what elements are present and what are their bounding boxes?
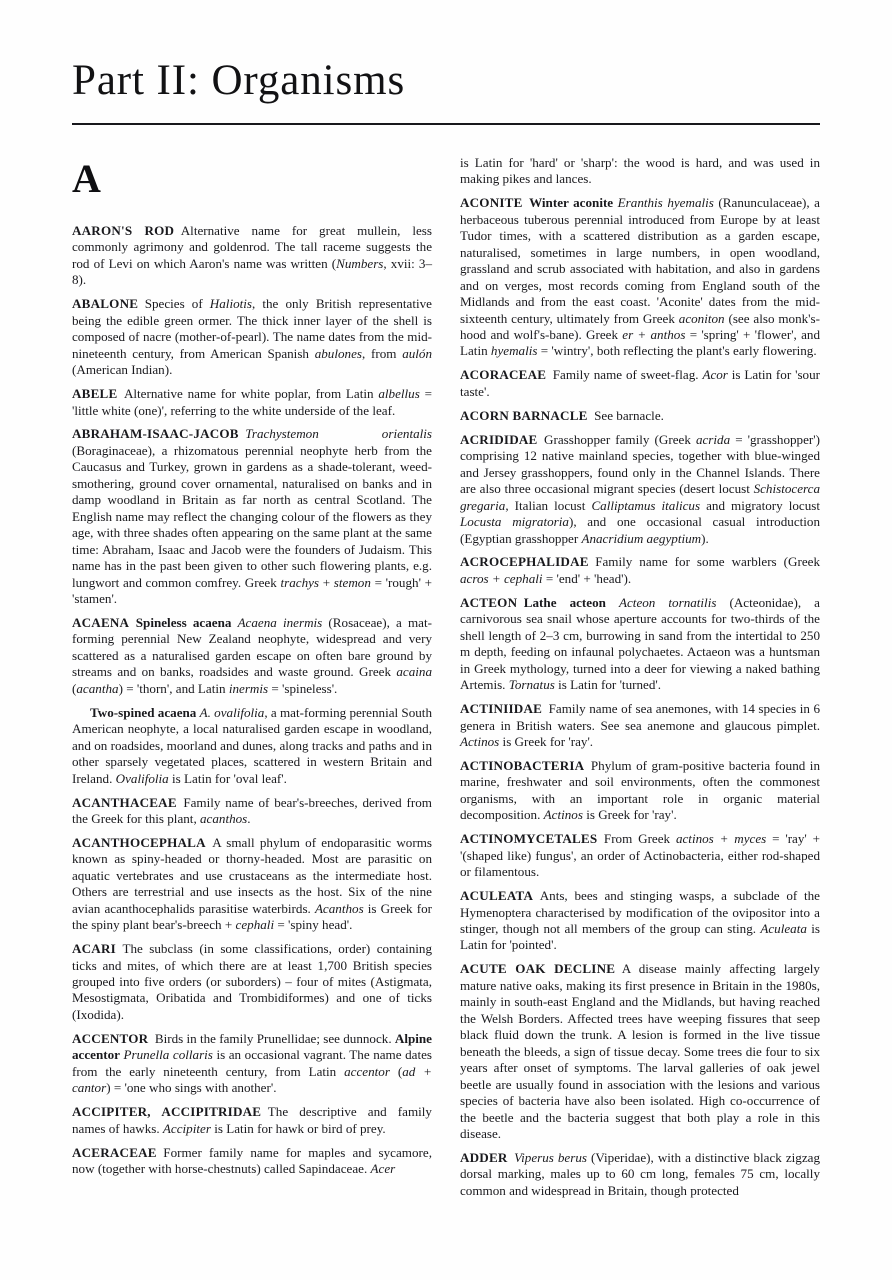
entry-body: . xyxy=(247,810,251,826)
entry-italic: Acaena inermis xyxy=(237,614,323,630)
entry-body: Alternative name for great mullein, less commonly agrimony and goldenrod. The tall raceme suggests the rod of Levi on which Aaron's name was written ( xyxy=(72,223,432,271)
entry-headword: ACTINOBACTERIA xyxy=(460,757,585,773)
entry-italic: Haliotis xyxy=(209,296,252,312)
entry-body: is Latin for 'oval leaf'. xyxy=(168,770,287,786)
entry-body: , Italian locust xyxy=(505,497,592,513)
entry-headword: ABALONE xyxy=(72,296,139,312)
entry-italic: actinos + myces xyxy=(675,831,767,847)
entry-body: (Ranunculaceae), a herbaceous tuberous perennial introduced from Europe by at least Tudor times, with a scattered distribution as a garden escape, naturalised, sometimes in large numbers, in open woodland, grassland and scrub associated with habitation, and also in gardens and on verges, most records coming from England south of the Midlands and from the east coast. 'Aconite' dates from the mid-sixteenth century, ultimately from Greek xyxy=(460,195,820,326)
entry-body: = 'ray' + '(shaped like) fungus', an order of Actinobacteria, either rod-shaped or filamentous. xyxy=(460,831,820,880)
entry-headword: ACULEATA xyxy=(460,888,534,904)
dictionary-entry xyxy=(72,615,432,697)
entry-body: See barnacle. xyxy=(594,407,664,423)
entry-body: Family name of sweet-flag. xyxy=(552,367,703,383)
entry-body: Former family name for maples and sycamore, now (together with horse-chestnuts) called Sapindaceae. xyxy=(72,1144,432,1177)
entry-body: (Boraginaceae), a rhizomatous perennial neophyte herb from the Caucasus and Turkey, grown in gardens as a shade-tolerant, weed-smothering, ground cover ornamental, naturalised on banks and in damp woodland in Britain as far north as central Scotland. The English name may reflect the changing colour of the flowers as they age, with three shades often appearing on the same plant at the same time: Abraham, Isaac and Jacob were the founders of Judaism. This name has in the past been given to other such flowering plants, e.g. lungwort and common comfrey. Greek xyxy=(72,442,432,590)
entry-italic: Actinos xyxy=(543,807,583,823)
entry-body: is Greek for 'ray'. xyxy=(499,734,594,749)
entry-italic: aconiton xyxy=(678,310,725,326)
entry-headword: ACROCEPHALIDAE xyxy=(460,554,589,570)
entry-italic: Trachystemon orientalis xyxy=(245,426,432,442)
page-content-area xyxy=(72,0,820,1280)
entry-headword: ACTINIIDAE xyxy=(460,701,543,717)
dictionary-entry xyxy=(460,195,820,360)
entry-body: Alternative name for white poplar, from Latin xyxy=(123,386,379,402)
entry-headword: ADDER xyxy=(460,1149,508,1165)
entry-italic: Anacridium aegyptium xyxy=(581,530,702,546)
dictionary-subentry xyxy=(72,705,432,787)
entry-body: is Latin for 'pointed'. xyxy=(460,921,820,953)
entry-body: (Rosaceae), a mat-forming perennial New Zealand neophyte, widespread and very scattered as a naturalised garden escape on often bare ground by streams and on banks, roadsides and waste ground. Greek xyxy=(72,614,432,680)
entry-body: (Acteonidae), a carnivorous sea snail whose aperture accounts for two-thirds of the shell length of 2–3 cm, burrowing in sand from the intertidal to 250 m depth, feeding on infaunal polychaetes. Actaeon was a huntsman in Greek mythology, turned into a deer for viewing a naked bathing Artemis. xyxy=(460,594,820,693)
entry-italic: acantha xyxy=(76,680,119,696)
dictionary-entry xyxy=(72,296,432,378)
entry-body: Ants, bees and stinging wasps, a subclade of the Hymenoptera characterised by modification of the ovipositor into a stinger, though not all members of the group can sting. xyxy=(460,888,820,937)
entry-italic: er + anthos xyxy=(622,327,686,343)
dictionary-entry xyxy=(72,795,432,828)
entry-italic: Acer xyxy=(370,1161,396,1177)
entry-body: = 'little white (one)', referring to the white underside of the leaf. xyxy=(72,386,432,418)
right-column xyxy=(460,155,820,1245)
dictionary-entry xyxy=(72,1031,432,1097)
entry-body: = 'rough' + 'stamen'. xyxy=(72,574,433,607)
entry-body: (American Indian). xyxy=(72,362,173,378)
entry-body: Family name for some warblers (Greek xyxy=(595,554,820,570)
entry-headword: ACARI xyxy=(72,941,116,957)
entry-body: is Latin for 'sour taste'. xyxy=(460,367,820,399)
entry-italic: acros + cephali xyxy=(460,570,543,586)
entry-headword: ACUTE OAK DECLINE xyxy=(460,961,616,977)
entry-italic: albellus xyxy=(378,386,420,402)
entry-italic: accentor xyxy=(344,1063,390,1079)
title-divider xyxy=(72,123,820,125)
entry-italic: Aculeata xyxy=(760,921,807,937)
dictionary-entry xyxy=(460,758,820,824)
entry-italic: cephali xyxy=(235,917,275,933)
entry-italic: Locusta migratoria xyxy=(460,514,569,530)
entry-body: ). xyxy=(701,530,709,546)
entry-body: Grasshopper family (Greek xyxy=(544,431,696,447)
entry-sub-headword: Alpine accentor xyxy=(72,1030,432,1063)
entry-body: is Greek for the spiny plant bear's-breech + xyxy=(72,900,432,933)
entry-body: ), and one occasional casual introduction (Egyptian grasshopper xyxy=(460,514,820,546)
entry-headword: AARON'S ROD xyxy=(72,223,175,238)
entry-sub-headword: Lathe acteon xyxy=(523,594,606,610)
entry-body: From Greek xyxy=(603,831,676,847)
entry-headword: ACCENTOR xyxy=(72,1030,149,1046)
entry-headword: ACERACEAE xyxy=(72,1144,157,1160)
two-column-body xyxy=(72,155,820,1245)
entry-body: ( xyxy=(72,680,77,696)
entry-italic: acrida xyxy=(695,431,731,447)
entry-body: is Latin for hawk or bird of prey. xyxy=(210,1120,386,1136)
entry-body: + xyxy=(319,574,334,590)
entry-body: = 'grasshopper') comprising 12 native mainland species, together with blue-winged and Jersey grasshoppers, found only in the Channel Islands. There are also three occasional migrant species (desert locust xyxy=(460,431,820,497)
entry-italic: acaina xyxy=(396,664,432,680)
dictionary-entry xyxy=(72,386,432,419)
dictionary-entry xyxy=(460,367,820,400)
dictionary-entry xyxy=(72,223,432,289)
entry-italic: Acanthos xyxy=(314,900,364,916)
entry-headword: ACANTHOCEPHALA xyxy=(72,834,206,850)
entry-italic: Viperus berus xyxy=(514,1149,587,1165)
dictionary-entry xyxy=(72,835,432,934)
dictionary-entry xyxy=(460,432,820,547)
entry-italic: abulones xyxy=(314,345,362,361)
entry-body: , a mat-forming perennial South American neophyte, a local naturalised garden escape in woodland, and on roadsides, moorland and dunes, along tracks and paths and in other sparsely vegetated places, scattered in western Britain and Ireland. xyxy=(72,704,432,786)
dictionary-entry xyxy=(72,1104,432,1137)
left-column xyxy=(72,155,432,1245)
entry-body: Family name of bear's-breeches, derived from the Greek for this plant, xyxy=(72,794,432,826)
entry-body: ) = 'one who sings with another'. xyxy=(106,1080,277,1096)
entry-sub-headword: Spineless acaena xyxy=(135,614,232,630)
entry-body: Phylum of gram-positive bacteria found in marine, freshwater and soil environments, often the commonest organisms, with an important role in organic material decomposition. xyxy=(460,757,820,823)
entry-italic: Numbers xyxy=(336,255,384,271)
entry-headword: ACAENA xyxy=(72,614,130,630)
entry-body: A disease mainly affecting largely mature native oaks, making its first presence in Britain in the 1980s, mainly in south-east England and the Midlands, but having reached the Welsh Borders. Affected trees have weeping fissures that seep black fluid down the trunk. A lesion is formed in the live tissue beneath the bleeds, a sign of tissue decay. Some trees die four to six years after onset of symptoms. The larval galleries of oak jewel beetle are usually found in association with the lesions and various species of bacteria have also been isolated. High co-occurrence of the beetle and the bacteria suggest that both play a role in this disease. xyxy=(460,961,820,1141)
dictionary-entry xyxy=(72,941,432,1023)
entry-italic: A. ovalifolia xyxy=(199,704,265,720)
entry-body: Birds in the family Prunellidae; see dunnock. xyxy=(154,1030,395,1046)
entry-italic: inermis xyxy=(228,680,269,696)
dictionary-entry xyxy=(460,595,820,694)
entry-italic: Schistocerca gregaria xyxy=(460,481,820,513)
entry-body: (Viperidae), with a distinctive black zigzag dorsal marking, males up to 60 cm long, females 75 cm, locally common and widespread in Britain, though protected xyxy=(460,1149,820,1198)
entry-italic: Prunella collaris xyxy=(123,1047,213,1063)
dictionary-entry xyxy=(460,554,820,587)
entry-italic: Acteon tornatilis xyxy=(619,594,717,610)
entry-italic: Actinos xyxy=(460,734,500,749)
dictionary-entry xyxy=(72,1145,432,1178)
entry-body: = 'spineless'. xyxy=(268,680,338,696)
dictionary-entry xyxy=(72,426,432,607)
entry-sub-headword: Two-spined acaena xyxy=(90,704,197,720)
entry-headword: ACONITE xyxy=(460,195,523,211)
entry-body: The descriptive and family names of hawks. xyxy=(72,1104,432,1136)
entry-body: is Greek for 'ray'. xyxy=(582,807,677,823)
entry-body: and migratory locust xyxy=(700,497,820,513)
entry-body: (see also monk's-hood and wolf's-bane). Greek xyxy=(460,310,820,343)
entry-italic: trachys xyxy=(280,574,320,590)
entry-italic: stemon xyxy=(333,574,371,590)
dictionary-entry xyxy=(460,831,820,880)
entry-body: ) = 'thorn', and Latin xyxy=(118,680,229,696)
entry-italic: hyemalis xyxy=(490,343,538,359)
entry-body: is Latin for 'hard' or 'sharp': the wood is hard, and was used in making pikes and lances. xyxy=(460,155,820,187)
entry-body: , from xyxy=(361,345,403,361)
entry-body: , xvii: 3–8). xyxy=(72,255,433,288)
entry-italic: Tornatus xyxy=(508,677,555,693)
entry-italic: Ovalifolia xyxy=(115,770,169,786)
entry-headword: ACANTHACEAE xyxy=(72,794,177,810)
dictionary-entry-continuation xyxy=(460,155,820,188)
section-letter-heading: A xyxy=(72,156,101,202)
entry-headword: ACTEON xyxy=(460,594,518,610)
entry-italic: aulón xyxy=(402,345,433,361)
dictionary-entry xyxy=(460,888,820,954)
entry-headword: ACRIDIDAE xyxy=(460,431,538,447)
dictionary-entry xyxy=(460,1150,820,1199)
entry-body: = 'spring' + 'flower', and Latin xyxy=(460,327,820,359)
entry-italic: ad + cantor xyxy=(72,1063,433,1096)
entry-italic: Calliptamus italicus xyxy=(591,497,701,513)
entry-headword: ACORACEAE xyxy=(460,367,547,383)
entry-body: ( xyxy=(389,1063,403,1079)
dictionary-entry xyxy=(460,961,820,1142)
entry-body: A small phylum of endoparasitic worms known as spiny-headed or thorny-headed. Most are parasitic on aquatic vertebrates and use crustaceans as the intermediate host. Others are terrestrial and use insects as the host. Six of the nine avian acanthocephalids parasitise waterbirds. xyxy=(72,834,432,916)
entry-sub-headword: Winter aconite xyxy=(529,195,614,211)
entry-body: = 'spiny head'. xyxy=(274,917,353,933)
entry-body: Species of xyxy=(144,296,210,312)
entry-headword: ACORN BARNACLE xyxy=(460,407,588,423)
entry-headword: ABELE xyxy=(72,386,118,402)
entry-headword: ACTINOMYCETALES xyxy=(460,831,598,847)
entry-body: is an occasional vagrant. The name dates from the early nineteenth century, from Latin xyxy=(72,1047,432,1079)
page-title: Part II: Organisms xyxy=(72,57,406,104)
entry-body: Family name of sea anemones, with 14 species in 6 genera in British waters. See sea anemone and glaucous pimplet. xyxy=(460,701,820,733)
entry-italic: acanthos xyxy=(200,810,248,826)
dictionary-entry xyxy=(460,408,820,424)
entry-body: = 'end' + 'head'). xyxy=(542,570,632,586)
dictionary-entry xyxy=(460,701,820,750)
entry-italic: Eranthis hyemalis xyxy=(617,195,714,211)
entry-body: , the only British representative being the edible green ormer. The thick inner layer of the shell is composed of nacre (mother-of-pearl). The name dates from the mid-nineteenth century, from American Spanish xyxy=(72,296,432,361)
entry-italic: Acor xyxy=(702,367,728,383)
entry-body: The subclass (in some classifications, order) containing ticks and mites, of which there are at least 1,700 British species grouped into five orders (or suborders) – four of mites (Astigmata, Mesostigmata, Oribatida and Trombidiformes) and one of ticks (Ixodida). xyxy=(72,941,432,1022)
entry-headword: ABRAHAM-ISAAC-JACOB xyxy=(72,426,239,442)
entry-headword: ACCIPITER, ACCIPITRIDAE xyxy=(72,1104,262,1120)
entry-body: is Latin for 'turned'. xyxy=(554,677,662,693)
entry-italic: Accipiter xyxy=(162,1120,211,1136)
entry-body: = 'wintry', both reflecting the plant's early flowering. xyxy=(537,343,817,359)
